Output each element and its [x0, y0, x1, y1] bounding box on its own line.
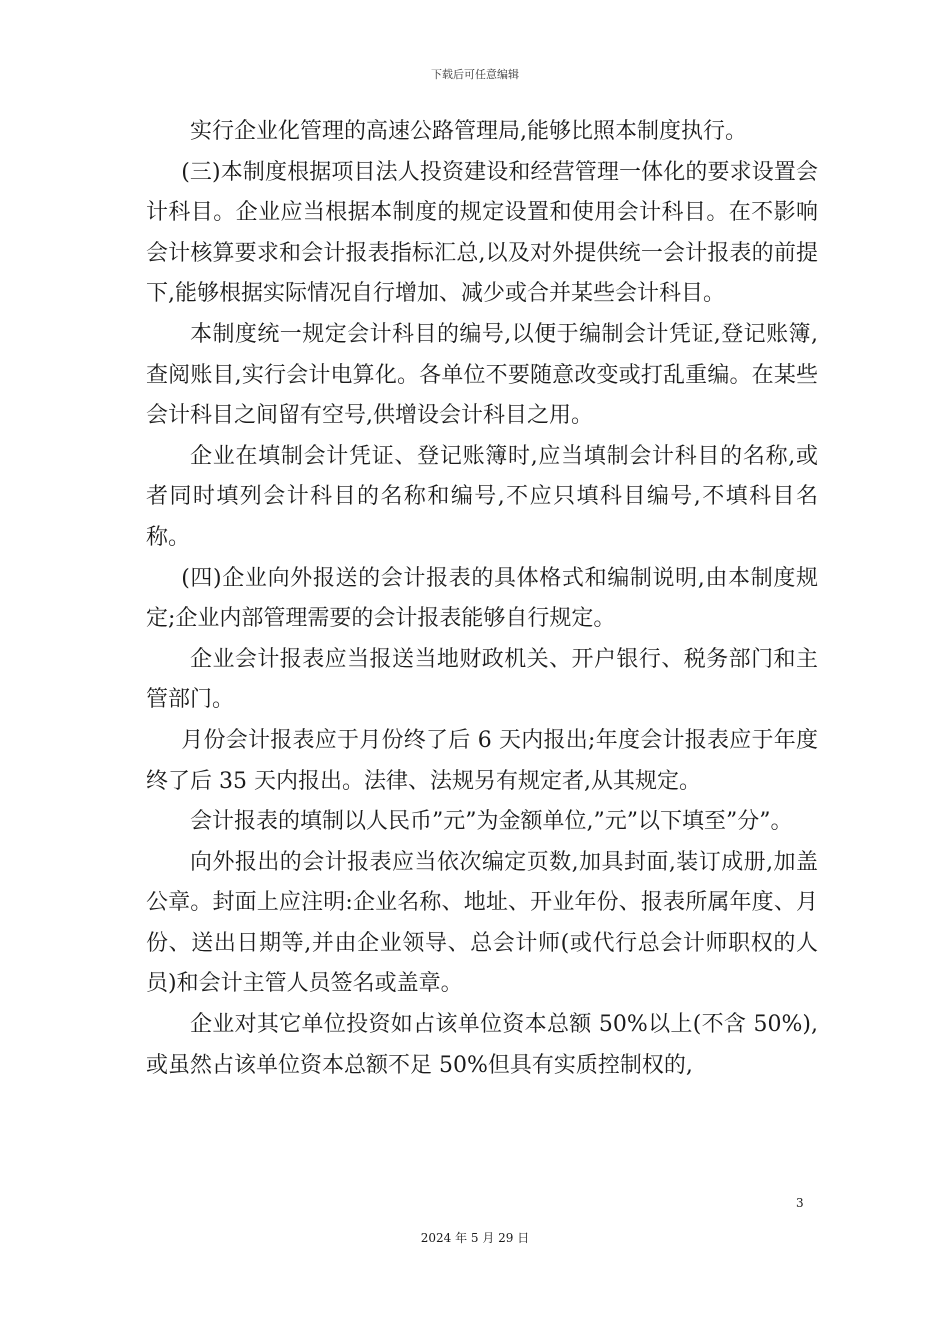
- paragraph: 企业会计报表应当报送当地财政机关、开户银行、税务部门和主管部门。: [146, 646, 818, 713]
- paragraph: 实行企业化管理的高速公路管理局,能够比照本制度执行。: [190, 119, 747, 144]
- paragraph: 企业对其它单位投资如占该单位资本总额 50%以上(不含 50%),或虽然占该单位资本总额不足 50%但具有实质控制权的,: [146, 1012, 818, 1078]
- paragraph: 向外报出的会计报表应当依次编定页数,加具封面,装订成册,加盖公章。封面上应注明:企业名称、地址、开业年份、报表所属年度、月份、送出日期等,并由企业领导、总会计师(或代行总会计师职权的人员)和会计主管人员签名或盖章。: [146, 849, 818, 997]
- page-number: 3: [796, 1196, 804, 1210]
- document-body: [146, 112, 818, 1086]
- paragraph: (四)企业向外报送的会计报表的具体格式和编制说明,由本制度规定;企业内部管理需要的会计报表能够自行规定。: [146, 565, 818, 632]
- page-header: 下载后可任意编辑: [431, 68, 519, 81]
- paragraph: 月份会计报表应于月份终了后 6 天内报出;年度会计报表应于年度终了后 35 天内报出。法律、法规另有规定者,从其规定。: [146, 727, 818, 794]
- footer-date: 2024 年 5 月 29 日: [420, 1231, 530, 1245]
- paragraph: (三)本制度根据项目法人投资建设和经营管理一体化的要求设置会计科目。企业应当根据本制度的规定设置和使用会计科目。在不影响会计核算要求和会计报表指标汇总,以及对外提供统一会计报表的前提下,能够根据实际情况自行增加、减少或合并某些会计科目。: [146, 159, 818, 307]
- paragraph: 企业在填制会计凭证、登记账簿时,应当填制会计科目的名称,或者同时填列会计科目的名称和编号,不应只填科目编号,不填科目名称。: [146, 443, 818, 550]
- paragraph: 本制度统一规定会计科目的编号,以便于编制会计凭证,登记账簿,查阅账目,实行会计电算化。各单位不要随意改变或打乱重编。在某些会计科目之间留有空号,供增设会计科目之用。: [146, 321, 818, 429]
- paragraph: 会计报表的填制以人民币”元”为金额单位,”元”以下填至”分”。: [190, 809, 793, 835]
